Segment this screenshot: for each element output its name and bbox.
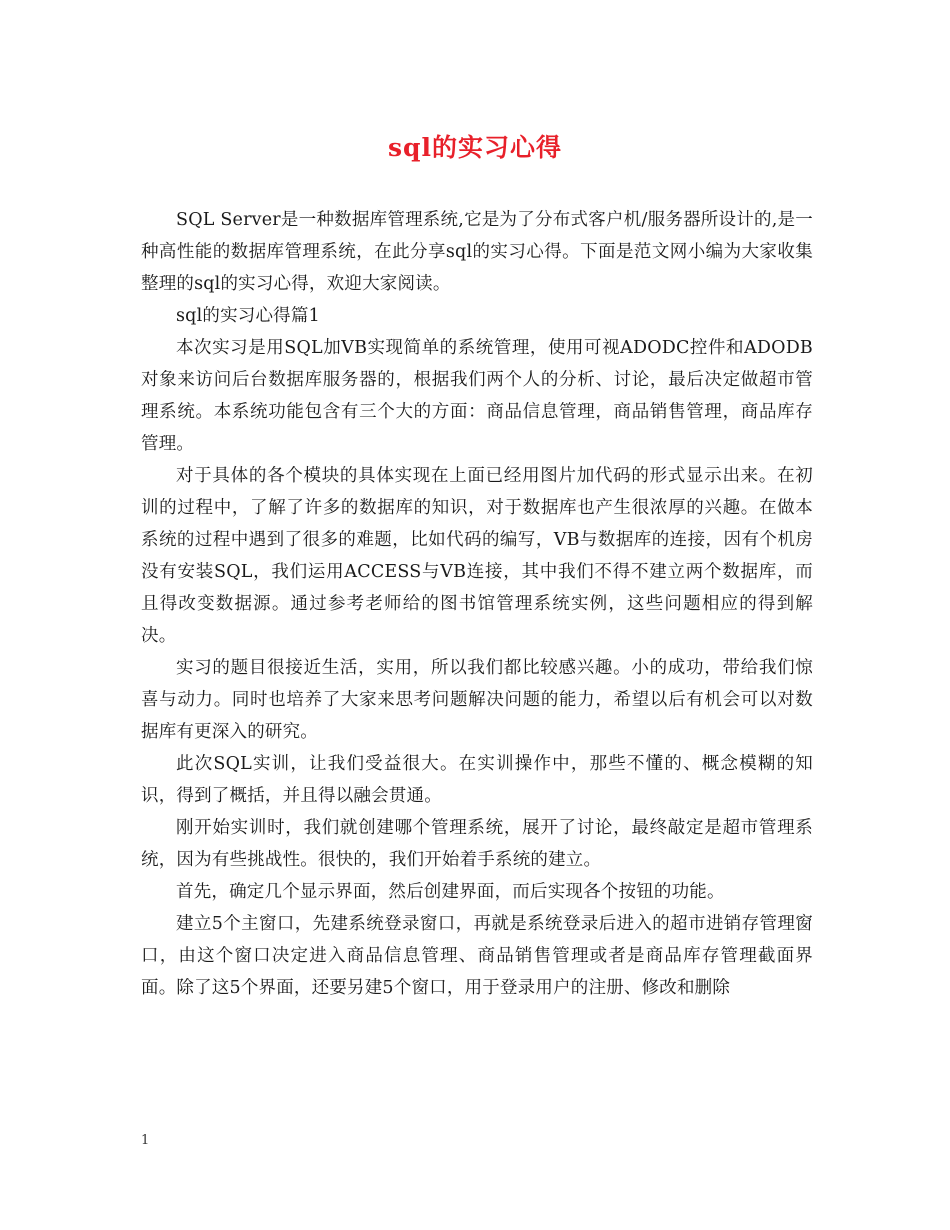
document-title: sql的实习心得 <box>387 133 563 162</box>
paragraph: 实习的题目很接近生活，实用，所以我们都比较感兴趣。小的成功，带给我们惊喜与动力。同时也培养了大家来思考问题解决问题的能力，希望以后有机会可以对数据库有更深入的研究。 <box>141 658 813 742</box>
paragraph: 建立5个主窗口，先建系统登录窗口，再就是系统登录后进入的超市进销存管理窗口，由这个窗口决定进入商品信息管理、商品销售管理或者是商品库存管理截面界面。除了这5个界面，还要另建5个窗口，用于登录用户的注册、修改和删除 <box>141 914 813 998</box>
paragraph: 首先，确定几个显示界面，然后创建界面，而后实现各个按钮的功能。 <box>176 882 725 902</box>
paragraph-intro: SQL Server是一种数据库管理系统,它是为了分布式客户机/服务器所设计的,是一种高性能的数据库管理系统，在此分享sql的实习心得。下面是范文网小编为大家收集整理的sql的实习心得，欢迎大家阅读。 <box>141 210 813 294</box>
page-number: 1 <box>141 1133 150 1148</box>
paragraph: 本次实习是用SQL加VB实现简单的系统管理，使用可视ADODC控件和ADODB对象来访问后台数据库服务器的，根据我们两个人的分析、讨论，最后决定做超市管理系统。本系统功能包含有三个大的方面：商品信息管理，商品销售管理，商品库存管理。 <box>141 338 813 454</box>
paragraph: 对于具体的各个模块的具体实现在上面已经用图片加代码的形式显示出来。在初训的过程中，了解了许多的数据库的知识，对于数据库也产生很浓厚的兴趣。在做本系统的过程中遇到了很多的难题，比如代码的编写，VB与数据库的连接，因有个机房没有安装SQL，我们运用ACCESS与VB连接，其中我们不得不建立两个数据库，而且得改变数据源。通过参考老师给的图书馆管理系统实例，这些问题相应的得到解决。 <box>141 466 813 646</box>
paragraph: 此次SQL实训，让我们受益很大。在实训操作中，那些不懂的、概念模糊的知识，得到了概括，并且得以融会贯通。 <box>141 754 813 806</box>
paragraph: 刚开始实训时，我们就创建哪个管理系统，展开了讨论，最终敲定是超市管理系统，因为有些挑战性。很快的，我们开始着手系统的建立。 <box>141 818 813 870</box>
section-heading: sql的实习心得篇1 <box>176 306 320 326</box>
document-body <box>141 204 813 1004</box>
